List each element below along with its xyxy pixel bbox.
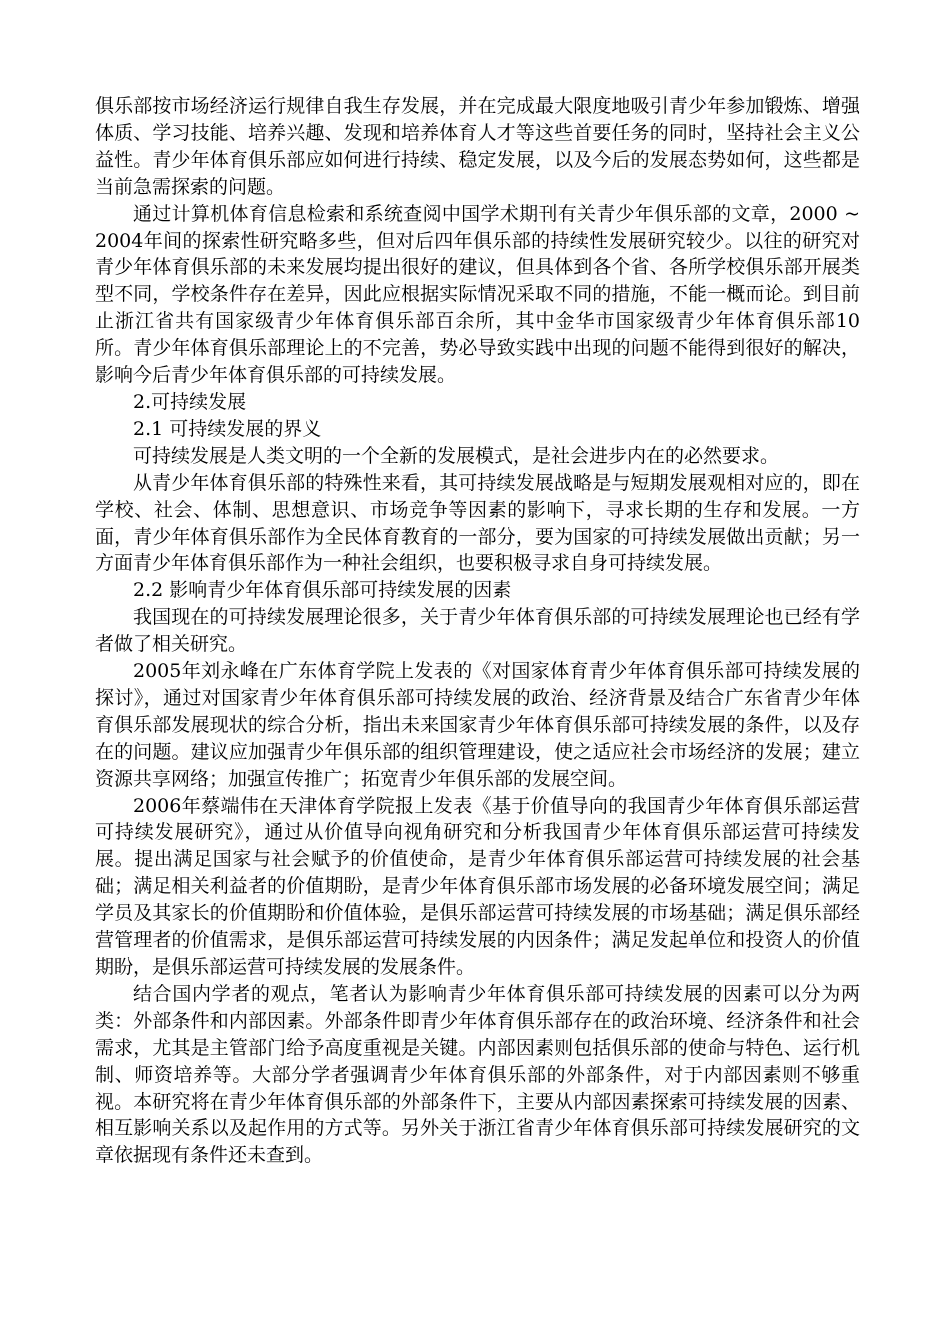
- paragraph-literature-search: 通过计算机体育信息检索和系统查阅中国学术期刊有关青少年俱乐部的文章，2000 ~ 2004年间的探索性研究略多些，但对后四年俱乐部的持续性发展研究较少。以往的研究对青少年体育俱乐部的未来发展均提出很好的建议，但具体到各个省、各所学校俱乐部开展类型不同，学校条件存在差异，因此应根据实际情况采取不同的措施，不能一概而论。到目前止浙江省共有国家级青少年体育俱乐部百余所，其中金华市国家级青少年体育俱乐部10所。青少年体育俱乐部理论上的不完善，势必导致实践中出现的问题不能得到很好的解决，影响今后青少年体育俱乐部的可持续发展。: [95, 202, 860, 387]
- paragraph-conclusion: 结合国内学者的观点，笔者认为影响青少年体育俱乐部可持续发展的因素可以分为两类：外部条件和内部因素。外部条件即青少年体育俱乐部存在的政治环境、经济条件和社会需求，尤其是主管部门给予高度重视是关键。内部因素则包括俱乐部的使命与特色、运行机制、师资培养等。大部分学者强调青少年体育俱乐部的外部条件，对于内部因素则不够重视。本研究将在青少年体育俱乐部的外部条件下，主要从内部因素探索可持续发展的因素、相互影响关系以及起作用的方式等。另外关于浙江省青少年体育俱乐部可持续发展研究的文章依据现有条件还未查到。: [95, 982, 860, 1167]
- document-page: [95, 93, 860, 1169]
- section-heading-2: 2.可持续发展: [133, 390, 247, 413]
- subsection-heading-2-2: 2.2 影响青少年体育俱乐部可持续发展的因素: [133, 579, 512, 602]
- paragraph-particularity: 从青少年体育俱乐部的特殊性来看，其可持续发展战略是与短期发展观相对应的，即在学校、社会、体制、思想意识、市场竞争等因素的影响下，寻求长期的生存和发展。一方面，青少年体育俱乐部作为全民体育教育的一部分，要为国家的可持续发展做出贡献；另一方面青少年体育俱乐部作为一种社会组织，也要积极寻求自身可持续发展。: [95, 471, 860, 575]
- paragraph-continuation: 俱乐部按市场经济运行规律自我生存发展，并在完成最大限度地吸引青少年参加锻炼、增强体质、学习技能、培养兴趣、发现和培养体育人才等这些首要任务的同时，坚持社会主义公益性。青少年体育俱乐部应如何进行持续、稳定发展，以及今后的发展态势如何，这些都是当前急需探索的问题。: [95, 95, 860, 198]
- paragraph-2005-study: 2005年刘永峰在广东体育学院上发表的《对国家体育青少年体育俱乐部可持续发展的探讨》，通过对国家青少年体育俱乐部可持续发展的政治、经济背景及结合广东省青少年体育俱乐部发展现状的综合分析，指出未来国家青少年体育俱乐部可持续发展的条件，以及存在的问题。建议应加强青少年俱乐部的组织管理建设，使之适应社会市场经济的发展；建立资源共享网络；加强宣传推广；拓宽青少年俱乐部的发展空间。: [95, 660, 860, 790]
- paragraph-theory: 我国现在的可持续发展理论很多，关于青少年体育俱乐部的可持续发展理论也已经有学者做了相关研究。: [95, 606, 860, 656]
- subsection-heading-2-1: 2.1 可持续发展的界义: [133, 417, 322, 440]
- paragraph-definition: 可持续发展是人类文明的一个全新的发展模式，是社会进步内在的必然要求。: [133, 444, 780, 467]
- paragraph-2006-study: 2006年蔡端伟在天津体育学院报上发表《基于价值导向的我国青少年体育俱乐部运营可持续发展研究》，通过从价值导向视角研究和分析我国青少年体育俱乐部运营可持续发展。提出满足国家与社会赋予的价值使命，是青少年体育俱乐部运营可持续发展的社会基础；满足相关利益者的价值期盼，是青少年体育俱乐部市场发展的必备环境发展空间；满足学员及其家长的价值期盼和价值体验，是俱乐部运营可持续发展的市场基础；满足俱乐部经营管理者的价值需求，是俱乐部运营可持续发展的内因条件；满足发起单位和投资人的价值期盼，是俱乐部运营可持续发展的发展条件。: [95, 794, 860, 978]
